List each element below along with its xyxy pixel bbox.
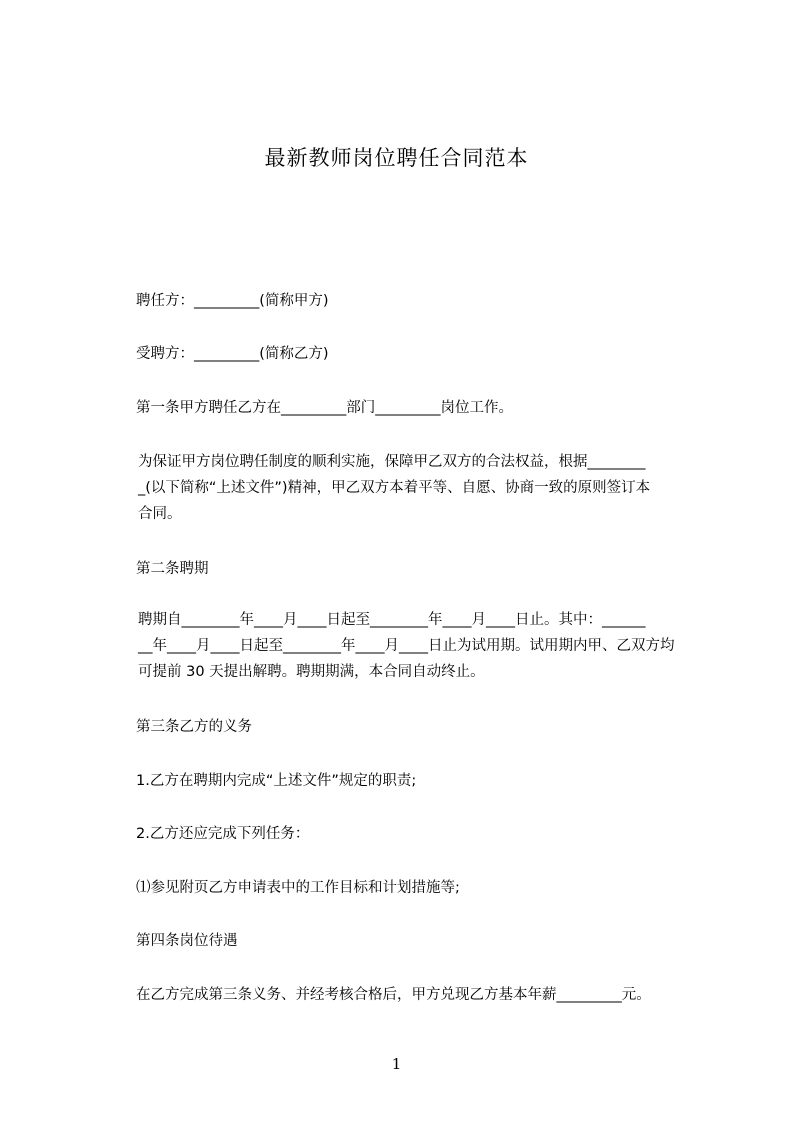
- preamble-line-3: 合同。: [138, 506, 182, 522]
- article-2-title: 第二条聘期: [136, 561, 209, 577]
- article-2-body: [136, 607, 702, 685]
- party-b-line: 受聘方：_________(简称乙方): [136, 346, 329, 362]
- document-title: 最新教师岗位聘任合同范本: [264, 146, 529, 170]
- article-2-line-3: 可提前 30 天提出解聘。聘期期满，本合同自动终止。: [138, 664, 485, 680]
- article-4-body: 在乙方完成第三条义务、并经考核合格后，甲方兑现乙方基本年薪_________元。: [136, 987, 651, 1003]
- article-1: 第一条甲方聘任乙方在_________部门_________岗位工作。: [136, 400, 513, 416]
- article-3-title: 第三条乙方的义务: [136, 719, 252, 735]
- article-4-title: 第四条岗位待遇: [136, 933, 238, 949]
- article-3-item-2-sub-1: ⑴参见附页乙方申请表中的工作目标和计划措施等;: [136, 880, 460, 896]
- article-3-item-1: 1.乙方在聘期内完成“上述文件”规定的职责;: [136, 773, 417, 789]
- article-3-item-2: 2.乙方还应完成下列任务：: [136, 826, 310, 842]
- article-2-line-1: 聘期自________年____月____日起至________年____月____日止。其中：______: [138, 612, 646, 628]
- preamble-line-2: _(以下简称“上述文件”)精神，甲乙双方本着平等、自愿、协商一致的原则签订本: [138, 480, 651, 496]
- page-number: 1: [391, 1055, 402, 1073]
- preamble-paragraph: [136, 449, 702, 527]
- preamble-line-1: 为保证甲方岗位聘任制度的顺利实施，保障甲乙双方的合法权益，根据________: [138, 454, 646, 470]
- party-a-line: 聘任方：_________(简称甲方): [136, 293, 329, 309]
- article-2-line-2: __年____月____日起至________年____月____日止为试用期。试用期内甲、乙双方均: [138, 638, 675, 654]
